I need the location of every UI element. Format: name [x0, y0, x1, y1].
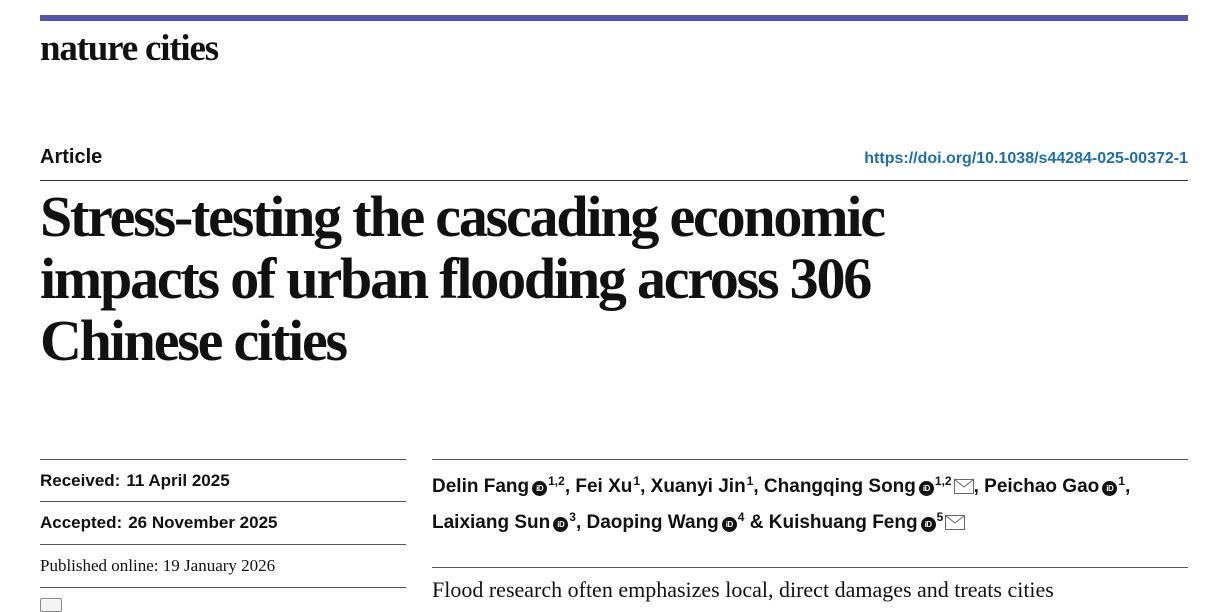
title-line: impacts of urban flooding across 306: [40, 246, 871, 311]
author-separator: ,: [564, 476, 576, 497]
affiliation-marker: 3: [569, 510, 576, 524]
orcid-icon[interactable]: iD: [553, 517, 568, 532]
author-name[interactable]: Peichao Gao: [984, 476, 1100, 497]
accepted-value: 26 November 2025: [128, 513, 278, 532]
author-separator: ,: [575, 512, 587, 533]
author-separator: ,: [1124, 476, 1131, 497]
affiliation-marker: 1: [633, 474, 641, 488]
author-name[interactable]: Delin Fang: [432, 476, 530, 497]
title-line: Stress-testing the cascading economic: [40, 184, 884, 249]
affiliation-marker: 4: [737, 510, 745, 524]
affiliation-marker: 5: [936, 510, 944, 524]
header-divider: [40, 180, 1188, 181]
doi-link[interactable]: https://doi.org/10.1038/s44284-025-00372-1: [864, 150, 1188, 167]
orcid-icon[interactable]: iD: [919, 481, 934, 496]
author-separator: ,: [753, 476, 764, 497]
title-line: Chinese cities: [40, 308, 346, 373]
envelope-icon[interactable]: [945, 511, 965, 539]
author[interactable]: [651, 476, 754, 497]
affiliation-marker: 1,2: [934, 474, 952, 488]
author[interactable]: [764, 476, 974, 497]
journal-name[interactable]: nature cities: [40, 28, 218, 69]
article-dates: [40, 459, 406, 588]
author-name[interactable]: Laixiang Sun: [432, 512, 551, 533]
author-name[interactable]: Xuanyi Jin: [650, 476, 746, 497]
received-label: Received:: [40, 470, 121, 490]
affiliation-marker: 1: [746, 474, 754, 488]
author-name[interactable]: Kuishuang Feng: [768, 512, 918, 533]
orcid-icon[interactable]: iD: [1102, 481, 1117, 496]
article-type: Article: [40, 146, 103, 168]
accepted-date: [40, 502, 406, 545]
envelope-icon[interactable]: [954, 475, 974, 503]
author[interactable]: [432, 512, 576, 533]
author[interactable]: [587, 512, 745, 533]
author[interactable]: [432, 476, 565, 497]
author-separator: ,: [640, 476, 651, 497]
affiliation-marker: 1,2: [548, 474, 565, 488]
author-separator: &: [744, 512, 769, 533]
received-date: [40, 459, 406, 502]
abstract-divider: [432, 567, 1188, 568]
abstract-text: Flood research often emphasizes local, direct damages and treats cities: [432, 577, 1054, 602]
article-title: [40, 186, 1160, 372]
author-name[interactable]: Daoping Wang: [586, 512, 719, 533]
author[interactable]: [984, 476, 1125, 497]
published-date: [40, 545, 406, 588]
author-name[interactable]: Changqing Song: [763, 476, 916, 497]
orcid-icon[interactable]: iD: [722, 517, 737, 532]
published-label: Published online:: [40, 556, 159, 575]
top-accent-rule: [40, 15, 1188, 21]
received-value: 11 April 2025: [126, 470, 230, 490]
published-value: 19 January 2026: [162, 556, 276, 575]
affiliation-marker: 1: [1118, 474, 1125, 488]
author-name[interactable]: Fei Xu: [575, 476, 633, 497]
author[interactable]: [769, 512, 966, 533]
author-separator: ,: [973, 476, 985, 497]
orcid-icon[interactable]: iD: [532, 481, 547, 496]
accepted-label: Accepted:: [40, 513, 123, 532]
author[interactable]: [575, 476, 640, 497]
check-for-updates-icon[interactable]: [40, 598, 62, 612]
author-list: [432, 467, 1188, 539]
orcid-icon[interactable]: iD: [921, 517, 936, 532]
authors-divider: [432, 459, 1188, 460]
